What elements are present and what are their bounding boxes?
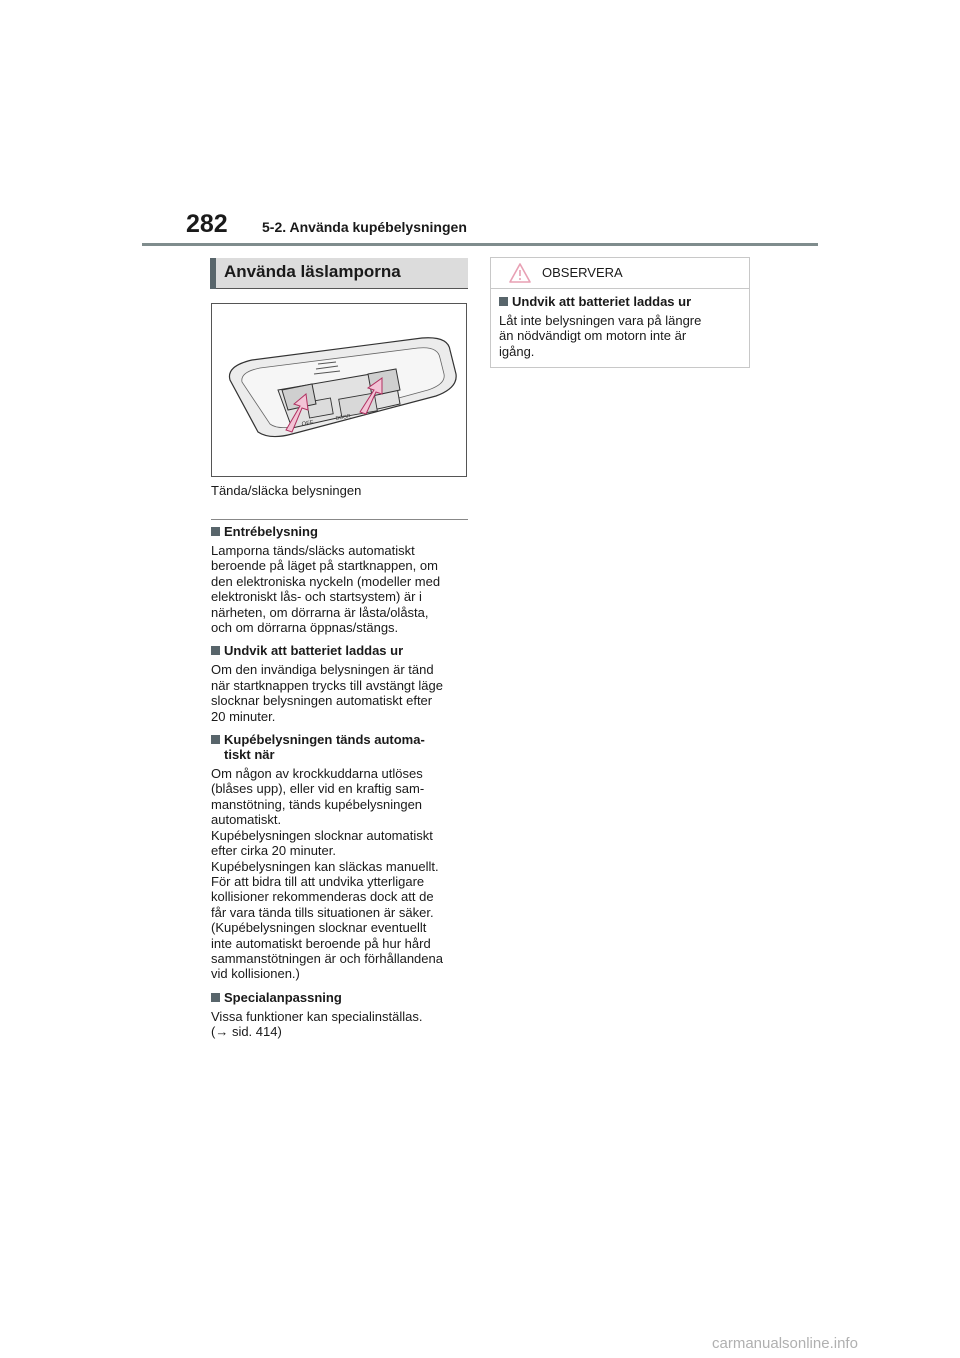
notice-box [490, 257, 750, 368]
bullet-square-icon [211, 735, 220, 744]
info-block-customization [211, 990, 469, 1040]
block-heading: Entrébelysning [224, 524, 318, 539]
block-heading: Kupébelysningen tänds automa- tiskt när [224, 732, 425, 763]
bullet-square-icon [499, 297, 508, 306]
panel-label-off: OFF [301, 419, 315, 428]
section-heading-text: Använda läslamporna [224, 262, 401, 281]
block-body: Om den invändiga belysningen är tänd när startknappen trycks till avstängt läge slocknar belysningen automatiskt efter 20 minuter. [211, 662, 443, 724]
notice-header [491, 258, 749, 289]
info-block-entry-lighting [211, 524, 469, 635]
bullet-square-icon [211, 993, 220, 1002]
warning-triangle-icon [508, 262, 532, 284]
block-body: Vissa funktioner kan specialinställas. (→ sid. 414) [211, 1008, 423, 1040]
notice-text: Låt inte belysningen vara på längre än nödvändigt om motorn inte är igång. [499, 313, 702, 359]
reading-lamp-figure [211, 303, 467, 477]
notice-body [491, 289, 749, 359]
bullet-square-icon [211, 527, 220, 536]
figure-caption: Tända/släcka belysningen [211, 483, 362, 498]
info-block-auto-lighting [211, 732, 469, 982]
panel-label-door: DOOR [335, 413, 352, 422]
header-rule [142, 243, 818, 246]
bullet-square-icon [211, 646, 220, 655]
watermark: carmanualsonline.info [712, 1335, 858, 1352]
left-column [211, 524, 469, 1048]
block-heading: Undvik att batteriet laddas ur [224, 643, 404, 659]
info-block-battery [211, 643, 469, 724]
block-heading: Specialanpassning [224, 989, 342, 1005]
page-number: 282 [186, 210, 228, 238]
block-body: Lamporna tänds/släcks automatiskt beroende på läget på startknappen, om den elektroniska nyckeln (modeller med elektroniskt lås- och startsystem) är i närheten, om dörrarna är låsta/olåsta, och om dörrarna öppnas/stängs. [211, 543, 441, 636]
notice-heading: Undvik att batteriet laddas ur [512, 294, 692, 309]
section-heading [210, 258, 468, 289]
notice-label: OBSERVERA [542, 265, 623, 280]
overhead-lamp-illustration [212, 304, 466, 476]
heading-accent-bar [210, 258, 216, 289]
chapter-title: 5-2. Använda kupébelysningen [262, 219, 467, 235]
caption-divider [211, 519, 468, 520]
block-body: Om någon av krockkuddarna utlöses (blåses upp), eller vid en kraftig sam- manstötning, tänds kupébelysningen automatiskt. Kupébelysningen slocknar automatiskt efter cirka 20 minuter. Kupébelysningen kan släckas manuellt. För att bidra till att undvika ytterligare kollisioner rekommenderas dock att de får vara tända tills situationen är säker. (Kupébelysningen slocknar eventuellt inte automatiskt beroende på hur hård sammanstötningen är och förhållandena vid kollisionen.) [211, 766, 443, 982]
